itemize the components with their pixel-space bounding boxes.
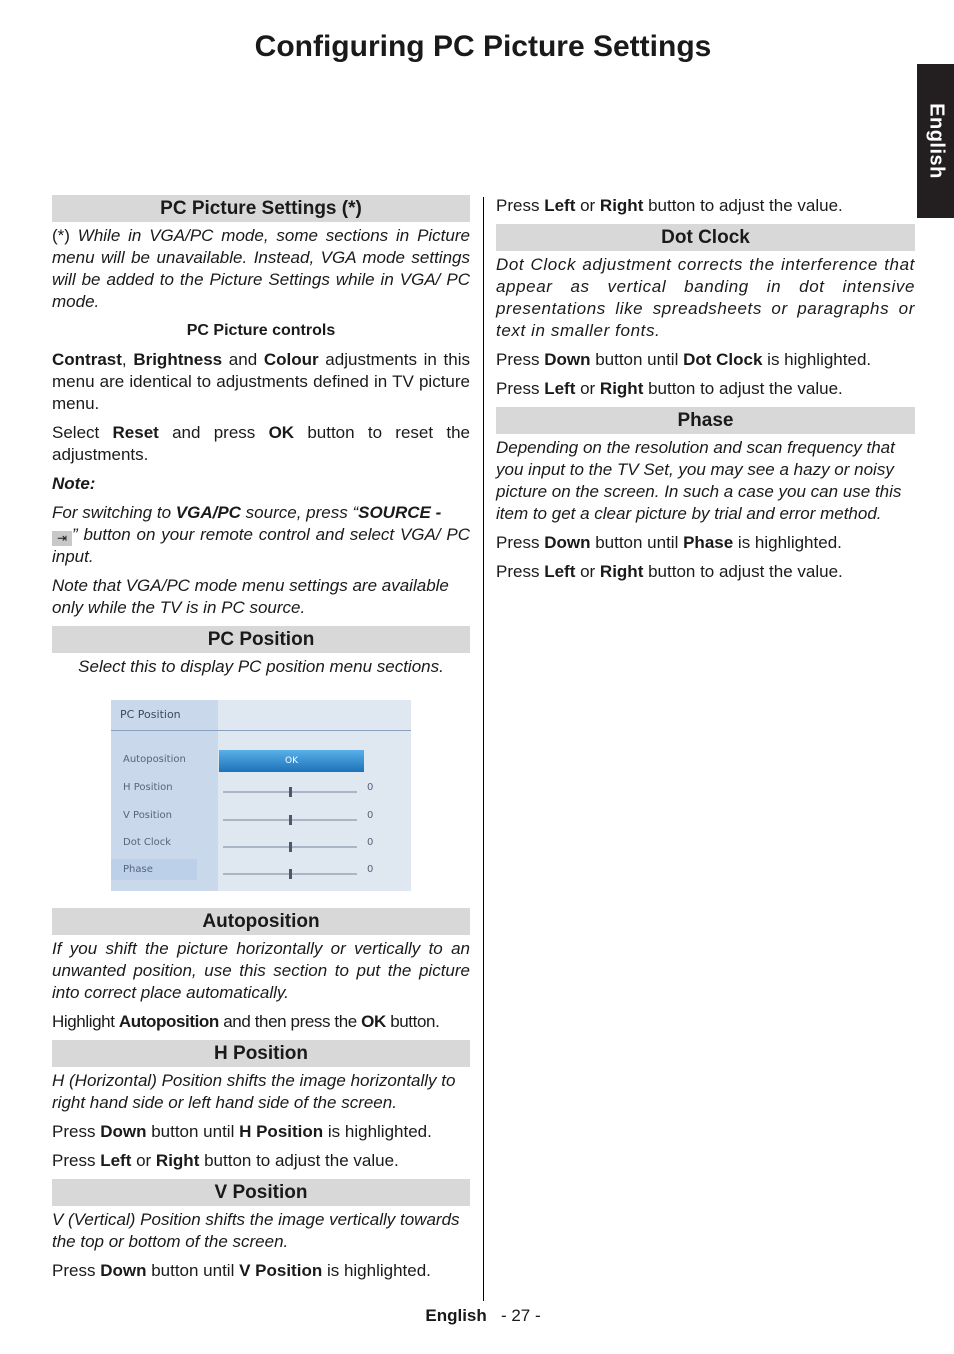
bold-term: Down — [544, 350, 591, 369]
contrast-brightness-paragraph — [52, 349, 470, 415]
text: Press — [52, 1122, 101, 1141]
bold-term: Autoposition — [118, 1012, 219, 1031]
text: is highlighted. — [323, 1122, 432, 1141]
text: is highlighted. — [322, 1261, 431, 1280]
dot-clock-step-2 — [496, 378, 915, 400]
phase-desc: Depending on the resolution and scan frequency that you input to the TV Set, you may see a hazy or noisy picture on the screen. In such a case you can use this item to get a clear picture by trial and error method. — [496, 438, 902, 523]
text: and — [222, 350, 264, 369]
bold-term: Contrast — [52, 350, 122, 369]
text: Press — [496, 562, 545, 581]
text: or — [575, 379, 600, 398]
column-divider — [483, 197, 484, 1301]
reset-paragraph — [52, 422, 470, 466]
text: and press — [158, 423, 269, 442]
dot-clock-value: 0 — [367, 837, 374, 848]
text: button until — [590, 533, 684, 552]
section-header-dot-clock: Dot Clock — [496, 224, 915, 251]
text: adjustments in this menu are identical to adjustments defined in TV picture menu. — [52, 350, 471, 413]
dot-clock-desc: Dot Clock adjustment corrects the interference that appear as vertical banding in dot intensive presentations like spreadsheets or paragraphs or text in smaller fonts. — [496, 255, 915, 340]
v-position-slider — [223, 819, 357, 821]
text: , — [121, 350, 134, 369]
v-position-value: 0 — [367, 810, 374, 821]
text: Press — [496, 379, 545, 398]
text: button to reset the adjustments. — [52, 423, 470, 464]
text: Press — [496, 533, 545, 552]
text: Press — [496, 350, 545, 369]
slider-knob — [289, 869, 292, 879]
menu-title-underline — [111, 730, 411, 731]
vga-mode-note — [52, 225, 470, 313]
text: For switching to — [52, 503, 176, 522]
note-prefix: (*) — [52, 226, 78, 245]
pc-position-menu-screenshot — [111, 700, 411, 891]
bold-term: H Position — [239, 1122, 324, 1141]
v-position-step-1 — [52, 1260, 470, 1282]
note-label — [52, 473, 470, 495]
bold-term: Phase — [683, 533, 734, 552]
dot-clock-step-1 — [496, 349, 915, 371]
bold-term: Left — [544, 379, 576, 398]
autoposition-desc: If you shift the picture horizontally or vertically to an unwanted position, use this section to put the picture into correct place automatically. — [52, 939, 470, 1002]
text: button until — [146, 1261, 240, 1280]
text: button to adjust the value. — [643, 379, 843, 398]
phase-slider — [223, 873, 357, 875]
h-position-value: 0 — [367, 782, 374, 793]
text: button to adjust the value. — [643, 196, 843, 215]
source-icon: ⇥ — [52, 531, 72, 546]
phase-value: 0 — [367, 864, 374, 875]
bold-term: OK — [361, 1012, 386, 1031]
menu-item-dot-clock: Dot Clock — [123, 837, 172, 848]
bold-term: SOURCE - — [358, 503, 442, 522]
pc-picture-controls-heading: PC Picture controls — [186, 322, 336, 339]
note-label-text: Note: — [52, 474, 96, 493]
menu-item-v-position: V Position — [123, 810, 172, 821]
text: Press — [52, 1261, 101, 1280]
bold-term: Right — [155, 1151, 200, 1170]
right-column — [496, 195, 915, 590]
note-text: While in VGA/PC mode, some sections in Picture menu will be unavailable. Instead, VGA mode settings will be added to the Picture Settings while in VGA/ PC mode. — [52, 226, 470, 311]
text: or — [575, 196, 600, 215]
text: Press — [496, 196, 545, 215]
text: or — [575, 562, 600, 581]
bold-term: Down — [544, 533, 591, 552]
v-position-step-2 — [496, 195, 915, 217]
bold-term: Left — [100, 1151, 132, 1170]
phase-step-2 — [496, 561, 915, 583]
text: source, press “ — [240, 503, 359, 522]
text: Select — [52, 423, 113, 442]
bold-term: OK — [268, 423, 295, 442]
text: or — [131, 1151, 156, 1170]
h-position-step-1 — [52, 1121, 470, 1143]
left-column-lower — [52, 908, 470, 1289]
slider-knob — [289, 815, 292, 825]
page-number: - 27 - — [500, 1306, 541, 1325]
text: button to adjust the value. — [199, 1151, 399, 1170]
page-footer — [0, 1306, 954, 1326]
slider-knob — [289, 787, 292, 797]
text: Highlight — [52, 1012, 119, 1031]
section-header-h-position: H Position — [52, 1040, 470, 1067]
h-position-slider — [223, 791, 357, 793]
bold-term: Brightness — [133, 350, 223, 369]
source-switch-note — [52, 502, 470, 568]
phase-step-1 — [496, 532, 915, 554]
v-position-desc: V (Vertical) Position shifts the image vertically towards the top or bottom of the screen. — [52, 1210, 460, 1251]
text: is highlighted. — [733, 533, 842, 552]
text: is highlighted. — [762, 350, 872, 369]
menu-item-phase: Phase — [123, 864, 153, 875]
pc-source-note: Note that VGA/PC mode menu settings are available only while the TV is in PC source. — [52, 576, 449, 617]
section-header-pc-picture-settings: PC Picture Settings (*) — [52, 195, 470, 222]
section-header-v-position: V Position — [52, 1179, 470, 1206]
bold-term: Down — [100, 1122, 147, 1141]
menu-title: PC Position — [120, 708, 181, 721]
text: button until — [146, 1122, 240, 1141]
menu-item-autoposition: Autoposition — [123, 754, 186, 765]
bold-term: V Position — [239, 1261, 323, 1280]
bold-term: Dot Clock — [683, 350, 763, 369]
language-tab — [917, 64, 954, 218]
text: button to adjust the value. — [643, 562, 843, 581]
bold-term: VGA/PC — [175, 503, 241, 522]
pc-position-desc: Select this to display PC position menu sections. — [78, 657, 444, 676]
text: button until — [590, 350, 684, 369]
bold-term: Left — [544, 196, 576, 215]
section-header-autoposition: Autoposition — [52, 908, 470, 935]
bold-term: Left — [544, 562, 576, 581]
ok-button: OK — [219, 750, 364, 772]
text: Press — [52, 1151, 101, 1170]
menu-item-h-position: H Position — [123, 782, 173, 793]
bold-term: Down — [100, 1261, 147, 1280]
dot-clock-slider — [223, 846, 357, 848]
section-header-phase: Phase — [496, 407, 915, 434]
page-title: Configuring PC Picture Settings — [254, 30, 712, 63]
h-position-desc: H (Horizontal) Position shifts the image horizontally to right hand side or left hand side of the screen. — [52, 1071, 456, 1112]
text: and then press the — [218, 1012, 362, 1031]
footer-language: English — [425, 1306, 487, 1325]
left-column — [52, 195, 470, 685]
autoposition-instruction — [52, 1011, 470, 1033]
bold-term: Colour — [263, 350, 319, 369]
language-tab-label: English — [925, 103, 947, 179]
slider-knob — [289, 842, 292, 852]
section-header-pc-position: PC Position — [52, 626, 470, 653]
bold-term: Right — [599, 562, 644, 581]
bold-term: Right — [599, 196, 644, 215]
text: button. — [385, 1012, 440, 1031]
bold-term: Reset — [112, 423, 159, 442]
bold-term: Right — [599, 379, 644, 398]
text: ” button on your remote control and select VGA/ PC input. — [52, 525, 470, 566]
h-position-step-2 — [52, 1150, 470, 1172]
